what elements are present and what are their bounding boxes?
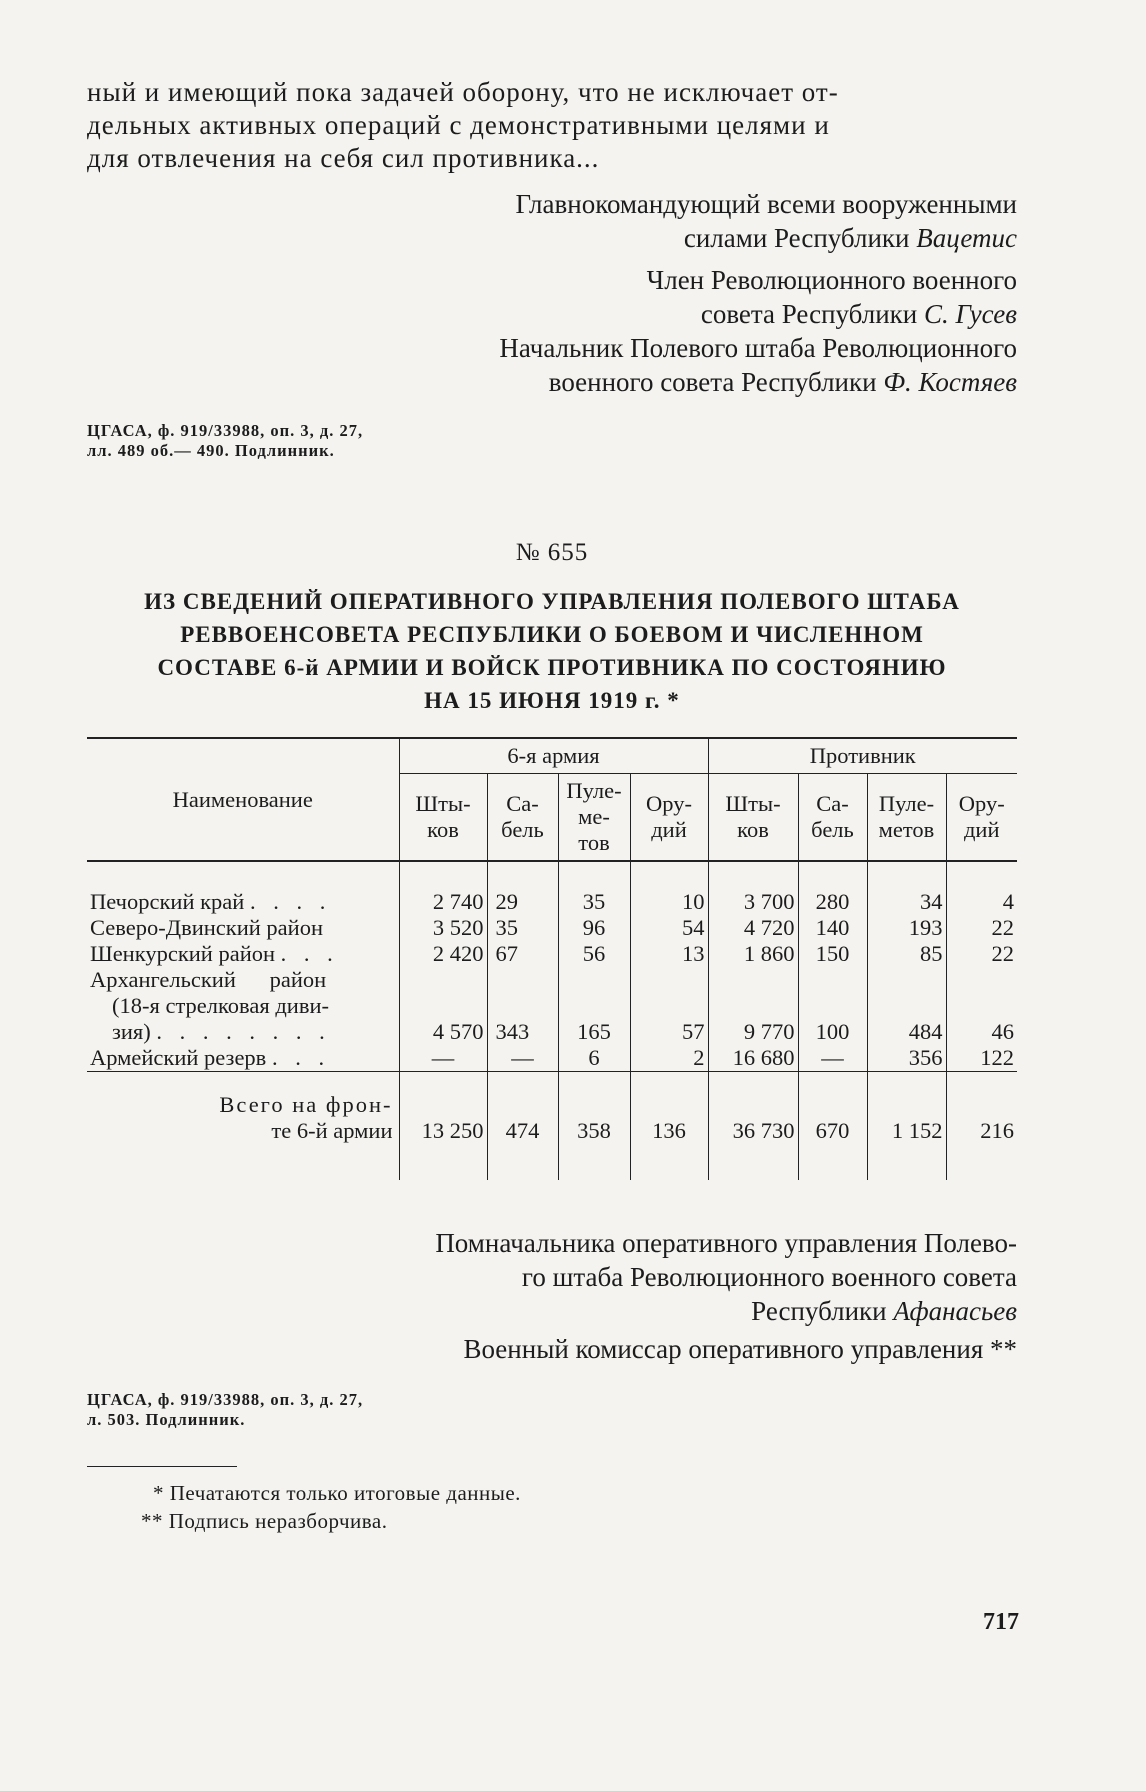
- signature-block-1: [87, 187, 1017, 399]
- cell-value: 6: [558, 1045, 630, 1072]
- row-name-text: Шенкурский район: [90, 941, 276, 966]
- cell-value: 34: [867, 889, 946, 915]
- footnote-divider: [87, 1466, 237, 1467]
- row-name-text: Северо-Двинский район: [90, 915, 323, 940]
- signature-role-cont: силами Республики: [683, 223, 917, 253]
- document-title: [87, 585, 1017, 717]
- cell-value: 35: [487, 915, 558, 941]
- table-total-row: [87, 1092, 1017, 1144]
- intro-line-1: ный и имеющий пока задачей оборону, что не исключает от-: [87, 77, 839, 107]
- col-header-name: Наименование: [87, 738, 399, 861]
- cell-value: 57: [630, 967, 708, 1045]
- table-row: [87, 967, 1017, 1045]
- col-header-text: ков: [737, 817, 769, 842]
- cell-value: 150: [798, 941, 867, 967]
- signature-role-cont: Республики: [751, 1295, 894, 1326]
- signature-role: го штаба Революционного военного совета: [521, 1261, 1017, 1292]
- cell-value: —: [487, 1045, 558, 1072]
- row-leaders: . . . . . . . .: [156, 1019, 331, 1044]
- col-header-text: Са-: [506, 791, 539, 816]
- total-value: 474: [487, 1092, 558, 1144]
- table-spacer-row: [87, 1072, 1017, 1092]
- footnote: [87, 1479, 1017, 1507]
- title-line-1: ИЗ СВЕДЕНИЙ ОПЕРАТИВНОГО УПРАВЛЕНИЯ ПОЛЕВОГО ШТАБА: [144, 589, 960, 614]
- cell-value: 484: [867, 967, 946, 1045]
- row-name: [87, 941, 399, 967]
- signature-line: [87, 365, 1017, 399]
- cell-value: 67: [487, 941, 558, 967]
- cell-value: 100: [798, 967, 867, 1045]
- signature-role: Главнокомандующий всеми вооруженными: [515, 189, 1017, 219]
- cell-value: 140: [798, 915, 867, 941]
- col-header-text: метов: [878, 817, 935, 842]
- col-header-text: Пуле-: [566, 778, 622, 803]
- cell-value: 4 570: [399, 967, 487, 1045]
- total-value: 1 152: [867, 1092, 946, 1144]
- signature-role: Начальник Полевого штаба Революционного: [499, 333, 1017, 363]
- total-label-line: Всего на фрон-: [219, 1091, 393, 1117]
- signature-role: Помначальника оперативного управления Полево-: [435, 1227, 1017, 1258]
- row-name-line: (18-я стрелковая диви-: [112, 993, 329, 1018]
- row-name: [87, 1045, 399, 1072]
- cell-value: 13: [630, 941, 708, 967]
- signature-role-cont: совета Республики: [700, 299, 924, 329]
- table-row: [87, 941, 1017, 967]
- col-header-enemy-sabres: [798, 774, 867, 862]
- signature-block-2: [87, 1226, 1017, 1366]
- signature-line: [87, 1294, 1017, 1328]
- cell-value: 165: [558, 967, 630, 1045]
- cell-value: 10: [630, 889, 708, 915]
- col-header-text: Ору-: [646, 791, 692, 816]
- row-leaders: . . .: [271, 1045, 331, 1070]
- col-header-text: Пуле-: [878, 791, 935, 816]
- signature-name: Афанасьев: [893, 1295, 1017, 1326]
- cell-value: 54: [630, 915, 708, 941]
- cell-value: 3 520: [399, 915, 487, 941]
- cell-value: 356: [867, 1045, 946, 1072]
- cell-value: —: [399, 1045, 487, 1072]
- cell-value: 2 420: [399, 941, 487, 967]
- row-name-text: Печорский край: [90, 889, 245, 914]
- footnote-text: Печатаются только итоговые данные.: [169, 1480, 521, 1505]
- row-name-line: [90, 1019, 396, 1045]
- row-leaders: . . . .: [249, 889, 332, 914]
- title-line-4: НА 15 ИЮНЯ 1919 г. *: [424, 688, 680, 713]
- cell-value: 1 860: [708, 941, 798, 967]
- cell-value: 122: [946, 1045, 1017, 1072]
- forces-table: [87, 737, 1017, 1180]
- footnote-mark: *: [153, 1480, 164, 1505]
- total-value: 358: [558, 1092, 630, 1144]
- signature-chief: [87, 331, 1017, 399]
- cell-value: 35: [558, 889, 630, 915]
- source-line-2: лл. 489 об.— 490. Подлинник.: [87, 441, 335, 460]
- cell-value: 22: [946, 915, 1017, 941]
- signature-member: [87, 263, 1017, 331]
- col-header-text: ме-: [578, 804, 610, 829]
- total-value: 13 250: [399, 1092, 487, 1144]
- total-value: 36 730: [708, 1092, 798, 1144]
- cell-value: 96: [558, 915, 630, 941]
- cell-value: 16 680: [708, 1045, 798, 1072]
- row-leaders: . . .: [280, 941, 339, 966]
- total-label-line: те 6-й армии: [271, 1117, 393, 1143]
- table-header-row: [87, 738, 1017, 774]
- cell-value: 193: [867, 915, 946, 941]
- title-line-3: СОСТАВЕ 6-й АРМИИ И ВОЙСК ПРОТИВНИКА ПО СОСТОЯНИЮ: [157, 655, 947, 680]
- signature-role: Военный комиссар оперативного управления **: [463, 1333, 1017, 1364]
- total-label: [87, 1092, 399, 1144]
- col-header-guns: [630, 774, 708, 862]
- archive-source-1: [87, 421, 1017, 461]
- cell-value: 4 720: [708, 915, 798, 941]
- group-header-6th-army: 6-я армия: [399, 738, 708, 774]
- cell-value: 4: [946, 889, 1017, 915]
- page-content: [87, 76, 1017, 1535]
- col-header-text: Шты-: [725, 791, 781, 816]
- col-header-enemy-bayonets: [708, 774, 798, 862]
- table-spacer-row: [87, 1144, 1017, 1180]
- group-header-enemy: Противник: [708, 738, 1017, 774]
- col-header-text: дий: [651, 817, 687, 842]
- total-value: 216: [946, 1092, 1017, 1144]
- cell-value: 9 770: [708, 967, 798, 1045]
- cell-value: 2: [630, 1045, 708, 1072]
- col-header-text: дий: [963, 817, 1000, 842]
- cell-value: 280: [798, 889, 867, 915]
- col-header-machine-guns: [558, 774, 630, 862]
- cell-value: 22: [946, 941, 1017, 967]
- page-number: 717: [983, 1609, 1019, 1635]
- signature-name: Вацетис: [916, 223, 1017, 253]
- col-header-text: ков: [427, 817, 459, 842]
- footnote-mark: **: [141, 1508, 163, 1533]
- row-name: [87, 967, 399, 1045]
- archive-source-2: [87, 1390, 1017, 1430]
- row-name-text: зия): [112, 1019, 151, 1044]
- row-name-line: Архангельский район: [90, 967, 327, 992]
- signature-name: С. Гусев: [923, 299, 1017, 329]
- cell-value: 56: [558, 941, 630, 967]
- col-header-text: бель: [811, 817, 854, 842]
- intro-line-3: для отвлечения на себя сил противника...: [87, 143, 600, 173]
- footnote-text: Подпись неразборчива.: [168, 1508, 388, 1533]
- document-number: № 655: [515, 539, 589, 566]
- table-row: [87, 889, 1017, 915]
- row-name-text: Армейский резерв: [90, 1045, 267, 1070]
- cell-value: 2 740: [399, 889, 487, 915]
- signature-role-cont: военного совета Республики: [548, 367, 884, 397]
- col-header-text: Са-: [816, 791, 849, 816]
- cell-value: 29: [487, 889, 558, 915]
- cell-value: 85: [867, 941, 946, 967]
- row-name: [87, 889, 399, 915]
- source-line-1: ЦГАСА, ф. 919/33988, оп. 3, д. 27,: [87, 1389, 364, 1409]
- cell-value: 343: [487, 967, 558, 1045]
- col-header-text: тов: [578, 830, 610, 855]
- col-header-sabres: [487, 774, 558, 862]
- source-line-1: ЦГАСА, ф. 919/33988, оп. 3, д. 27,: [87, 421, 364, 440]
- total-value: 136: [630, 1092, 708, 1144]
- table-row: [87, 915, 1017, 941]
- table-row: [87, 1045, 1017, 1072]
- intro-paragraph: [87, 76, 1017, 175]
- signature-role: Член Революционного военного: [646, 265, 1017, 295]
- signature-line: [87, 221, 1017, 255]
- cell-value: —: [798, 1045, 867, 1072]
- table-spacer-row: [87, 861, 1017, 889]
- col-header-enemy-guns: [946, 774, 1017, 862]
- cell-value: 3 700: [708, 889, 798, 915]
- col-header-enemy-machine-guns: [867, 774, 946, 862]
- signature-line: [87, 297, 1017, 331]
- cell-value: 46: [946, 967, 1017, 1045]
- signature-name: Ф. Костяев: [883, 367, 1017, 397]
- total-value: 670: [798, 1092, 867, 1144]
- col-header-bayonets: [399, 774, 487, 862]
- title-line-2: РЕВВОЕНСОВЕТА РЕСПУБЛИКИ О БОЕВОМ И ЧИСЛЕННОМ: [180, 622, 924, 647]
- col-header-text: бель: [501, 817, 544, 842]
- col-header-text: Ору-: [958, 791, 1005, 816]
- signature-commander: [87, 187, 1017, 255]
- footnote: [87, 1507, 1017, 1535]
- col-header-text: Шты-: [415, 791, 471, 816]
- intro-line-2: дельных активных операций с демонстративными целями и: [87, 110, 830, 140]
- row-name: [87, 915, 399, 941]
- footnotes: [87, 1479, 1017, 1535]
- source-line-2: л. 503. Подлинник.: [87, 1409, 246, 1429]
